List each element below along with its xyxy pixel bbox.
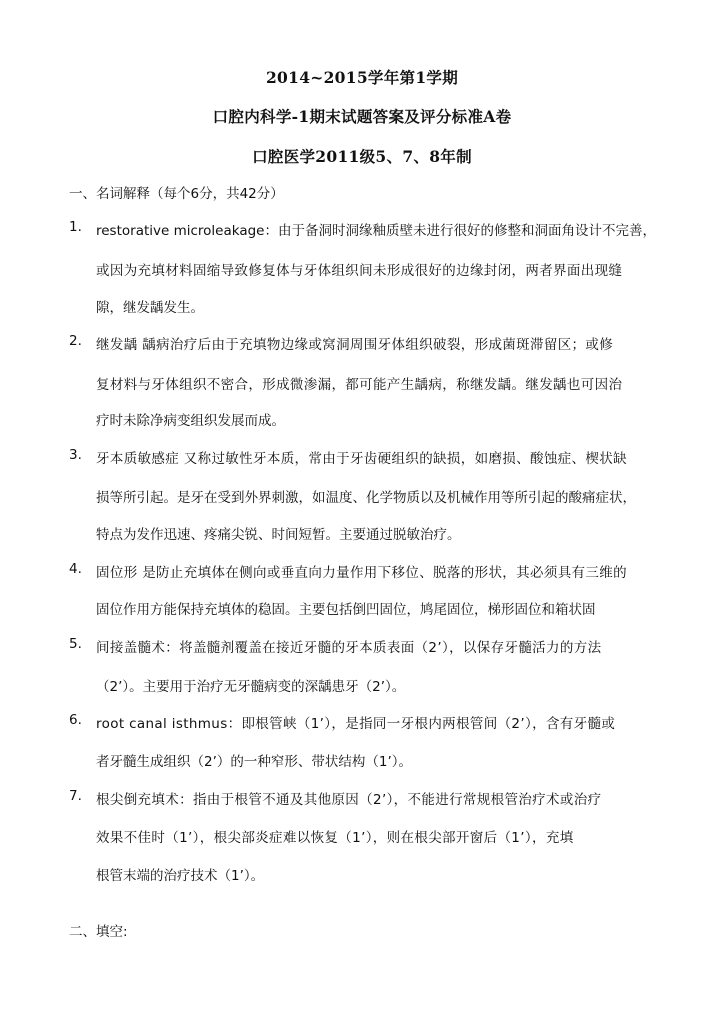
- item-text-line: 根尖倒充填术：指由于根管不通及其他原因（2’），不能进行常规根管治疗术或治疗: [96, 792, 602, 808]
- item-text-line: 牙本质敏感症 又称过敏性牙本质，常由于牙齿硬组织的缺损，如磨损、酸蚀症、楔状缺: [96, 451, 627, 467]
- term-title: 2014~2015学年第1学期: [265, 68, 459, 87]
- item-text-line: restorative microleakage：由于备洞时洞缘釉质壁未进行很好的修整和洞面角设计不完善，: [96, 223, 656, 239]
- item-text-line: 根管末端的治疗技术（1’）。: [96, 868, 265, 884]
- item-number: 3.: [69, 447, 82, 463]
- item-text-line: 者牙髓生成组织（2’）的一种窄形、带状结构（1’）。: [96, 754, 413, 770]
- item-text-line: 固位形 是防止充填体在侧向或垂直向力量作用下移位、脱落的形状，其必须具有三维的: [96, 565, 627, 581]
- item-text-line: 隙，继发龋发生。: [96, 300, 204, 316]
- item-number: 2.: [69, 333, 82, 349]
- item-number: 7.: [69, 788, 82, 804]
- section-heading-definitions: 一、名词解释（每个6分，共42分）: [69, 186, 284, 202]
- class-info-title: 口腔医学2011级5、7、8年制: [252, 147, 472, 166]
- item-number: 4.: [69, 561, 82, 577]
- section-heading-fill-in: 二、填空:: [69, 924, 128, 940]
- item-text-line: 复材料与牙体组织不密合，形成微渗漏，都可能产生龋病，称继发龋。继发龋也可因治: [96, 377, 623, 393]
- item-text-line: 固位作用方能保持充填体的稳固。主要包括倒凹固位，鸠尾固位，梯形固位和箱状固: [96, 602, 596, 618]
- item-text-line: 疗时未除净病变组织发展而成。: [96, 413, 285, 429]
- item-text-line: 损等所引起。是牙在受到外界刺激，如温度、化学物质以及机械作用等所引起的酸痛症状，: [96, 490, 636, 506]
- item-text-line: 特点为发作迅速、疼痛尖锐、时间短暂。主要通过脱敏治疗。: [96, 527, 461, 543]
- item-text-line: 继发龋 龋病治疗后由于充填物边缘或窝洞周围牙体组织破裂，形成菌斑滞留区；或修: [96, 337, 614, 353]
- item-text-line: root canal isthmus：即根管峡（1’），是指同一牙根内两根管间（2’），含有牙髓或: [96, 716, 616, 732]
- item-text-line: （2’）。主要用于治疗无牙髓病变的深龋患牙（2’）。: [96, 679, 406, 695]
- item-text-line: 或因为充填材料固缩导致修复体与牙体组织间未形成很好的边缘封闭，两者界面出现缝: [96, 263, 623, 279]
- exam-title: 口腔内科学-1期末试题答案及评分标准A卷: [212, 107, 512, 126]
- item-text-line: 间接盖髓术：将盖髓剂覆盖在接近牙髓的牙本质表面（2’），以保存牙髓活力的方法: [96, 640, 602, 656]
- item-number: 6.: [69, 712, 82, 728]
- item-number: 5.: [69, 636, 82, 652]
- item-text-line: 效果不佳时（1’），根尖部炎症难以恢复（1’），则在根尖部开窗后（1’），充填: [96, 830, 574, 846]
- item-number: 1.: [69, 219, 82, 235]
